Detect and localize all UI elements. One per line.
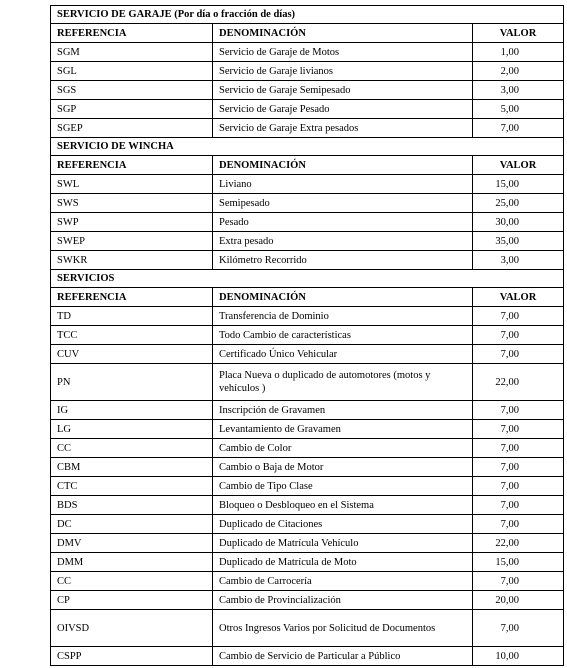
cell-referencia: TCC	[51, 326, 213, 345]
cell-valor: 22,00	[473, 364, 564, 401]
cell-valor: 1,00	[473, 43, 564, 62]
header-referencia: REFERENCIA	[51, 24, 213, 43]
cell-referencia: OIVSD	[51, 610, 213, 647]
cell-referencia: SWS	[51, 194, 213, 213]
section-title: SERVICIO DE GARAJE (Por día o fracción de días)	[51, 6, 564, 24]
cell-valor: 5,00	[473, 100, 564, 119]
cell-denominacion: Servicio de Garaje Pesado	[213, 100, 473, 119]
cell-denominacion: Levantamiento de Gravamen	[213, 420, 473, 439]
cell-referencia: DC	[51, 515, 213, 534]
cell-denominacion: Duplicado de Citaciones	[213, 515, 473, 534]
cell-denominacion: Cambio de Servicio de Particular a Público	[213, 647, 473, 666]
cell-referencia: CC	[51, 439, 213, 458]
header-referencia: REFERENCIA	[51, 288, 213, 307]
column-header-row	[51, 24, 564, 43]
header-denominacion: DENOMINACIÓN	[213, 288, 473, 307]
cell-referencia: SGM	[51, 43, 213, 62]
cell-denominacion: Cambio de Tipo Clase	[213, 477, 473, 496]
cell-denominacion: Placa Nueva o duplicado de automotores (motos y vehículos )	[213, 364, 473, 401]
table-row	[51, 515, 564, 534]
table-row	[51, 175, 564, 194]
section-title-row	[51, 138, 564, 156]
cell-valor: 35,00	[473, 232, 564, 251]
table-row	[51, 194, 564, 213]
table-row	[51, 591, 564, 610]
cell-valor: 2,00	[473, 62, 564, 81]
cell-referencia: CTC	[51, 477, 213, 496]
cell-denominacion: Bloqueo o Desbloqueo en el Sistema	[213, 496, 473, 515]
cell-referencia: SGL	[51, 62, 213, 81]
cell-denominacion: Servicio de Garaje livianos	[213, 62, 473, 81]
section-title-row	[51, 6, 564, 24]
cell-denominacion: Semipesado	[213, 194, 473, 213]
cell-referencia: CP	[51, 591, 213, 610]
table-row	[51, 251, 564, 270]
cell-valor: 7,00	[473, 610, 564, 647]
cell-valor: 7,00	[473, 420, 564, 439]
table-row	[51, 326, 564, 345]
cell-referencia: DMV	[51, 534, 213, 553]
cell-denominacion: Duplicado de Matrícula de Moto	[213, 553, 473, 572]
cell-denominacion: Cambio o Baja de Motor	[213, 458, 473, 477]
cell-valor: 15,00	[473, 175, 564, 194]
table-row	[51, 534, 564, 553]
header-valor: VALOR	[473, 288, 564, 307]
cell-denominacion: Liviano	[213, 175, 473, 194]
cell-referencia: LG	[51, 420, 213, 439]
table-row	[51, 610, 564, 647]
cell-denominacion: Cambio de Carrocería	[213, 572, 473, 591]
cell-referencia: PN	[51, 364, 213, 401]
cell-denominacion: Todo Cambio de características	[213, 326, 473, 345]
cell-referencia: TD	[51, 307, 213, 326]
table-row	[51, 477, 564, 496]
cell-valor: 7,00	[473, 401, 564, 420]
column-header-row	[51, 288, 564, 307]
cell-denominacion: Duplicado de Matrícula Vehículo	[213, 534, 473, 553]
cell-referencia: SGP	[51, 100, 213, 119]
section-title: SERVICIOS	[51, 270, 564, 288]
cell-referencia: SGEP	[51, 119, 213, 138]
table-row	[51, 439, 564, 458]
cell-denominacion: Otros Ingresos Varios por Solicitud de Documentos	[213, 610, 473, 647]
table-row	[51, 345, 564, 364]
column-header-row	[51, 156, 564, 175]
cell-referencia: IG	[51, 401, 213, 420]
cell-referencia: SWP	[51, 213, 213, 232]
header-valor: VALOR	[473, 24, 564, 43]
cell-denominacion: Servicio de Garaje Extra pesados	[213, 119, 473, 138]
cell-referencia: BDS	[51, 496, 213, 515]
section-title: SERVICIO DE WINCHA	[51, 138, 564, 156]
cell-valor: 25,00	[473, 194, 564, 213]
cell-valor: 7,00	[473, 307, 564, 326]
cell-referencia: DMM	[51, 553, 213, 572]
table-row	[51, 43, 564, 62]
cell-valor: 22,00	[473, 534, 564, 553]
table-row	[51, 647, 564, 666]
cell-denominacion: Transferencia de Dominio	[213, 307, 473, 326]
cell-valor: 7,00	[473, 345, 564, 364]
header-referencia: REFERENCIA	[51, 156, 213, 175]
cell-denominacion: Extra pesado	[213, 232, 473, 251]
table-row	[51, 496, 564, 515]
cell-valor: 10,00	[473, 647, 564, 666]
cell-valor: 7,00	[473, 119, 564, 138]
table-row	[51, 213, 564, 232]
header-valor: VALOR	[473, 156, 564, 175]
cell-valor: 3,00	[473, 81, 564, 100]
cell-denominacion: Inscripción de Gravamen	[213, 401, 473, 420]
cell-valor: 7,00	[473, 458, 564, 477]
table-row	[51, 364, 564, 401]
table-row	[51, 62, 564, 81]
cell-valor: 7,00	[473, 439, 564, 458]
cell-valor: 7,00	[473, 326, 564, 345]
cell-valor: 7,00	[473, 496, 564, 515]
cell-referencia: CC	[51, 572, 213, 591]
table-row	[51, 232, 564, 251]
cell-referencia: SWEP	[51, 232, 213, 251]
section-title-row	[51, 270, 564, 288]
cell-valor: 7,00	[473, 477, 564, 496]
table-row	[51, 401, 564, 420]
table-row	[51, 307, 564, 326]
cell-referencia: CSPP	[51, 647, 213, 666]
table-row	[51, 119, 564, 138]
cell-referencia: CBM	[51, 458, 213, 477]
cell-referencia: SWKR	[51, 251, 213, 270]
cell-denominacion: Servicio de Garaje de Motos	[213, 43, 473, 62]
cell-denominacion: Servicio de Garaje Semipesado	[213, 81, 473, 100]
cell-denominacion: Kilómetro Recorrido	[213, 251, 473, 270]
cell-valor: 15,00	[473, 553, 564, 572]
cell-referencia: SWL	[51, 175, 213, 194]
cell-valor: 7,00	[473, 515, 564, 534]
cell-denominacion: Pesado	[213, 213, 473, 232]
cell-referencia: CUV	[51, 345, 213, 364]
table-row	[51, 458, 564, 477]
fee-table	[50, 5, 564, 666]
cell-valor: 30,00	[473, 213, 564, 232]
cell-valor: 20,00	[473, 591, 564, 610]
table-row	[51, 572, 564, 591]
table-row	[51, 553, 564, 572]
cell-denominacion: Cambio de Color	[213, 439, 473, 458]
cell-denominacion: Cambio de Provincialización	[213, 591, 473, 610]
cell-denominacion: Certificado Único Vehicular	[213, 345, 473, 364]
cell-valor: 3,00	[473, 251, 564, 270]
cell-referencia: SGS	[51, 81, 213, 100]
header-denominacion: DENOMINACIÓN	[213, 156, 473, 175]
table-row	[51, 420, 564, 439]
header-denominacion: DENOMINACIÓN	[213, 24, 473, 43]
table-row	[51, 81, 564, 100]
table-row	[51, 100, 564, 119]
cell-valor: 7,00	[473, 572, 564, 591]
